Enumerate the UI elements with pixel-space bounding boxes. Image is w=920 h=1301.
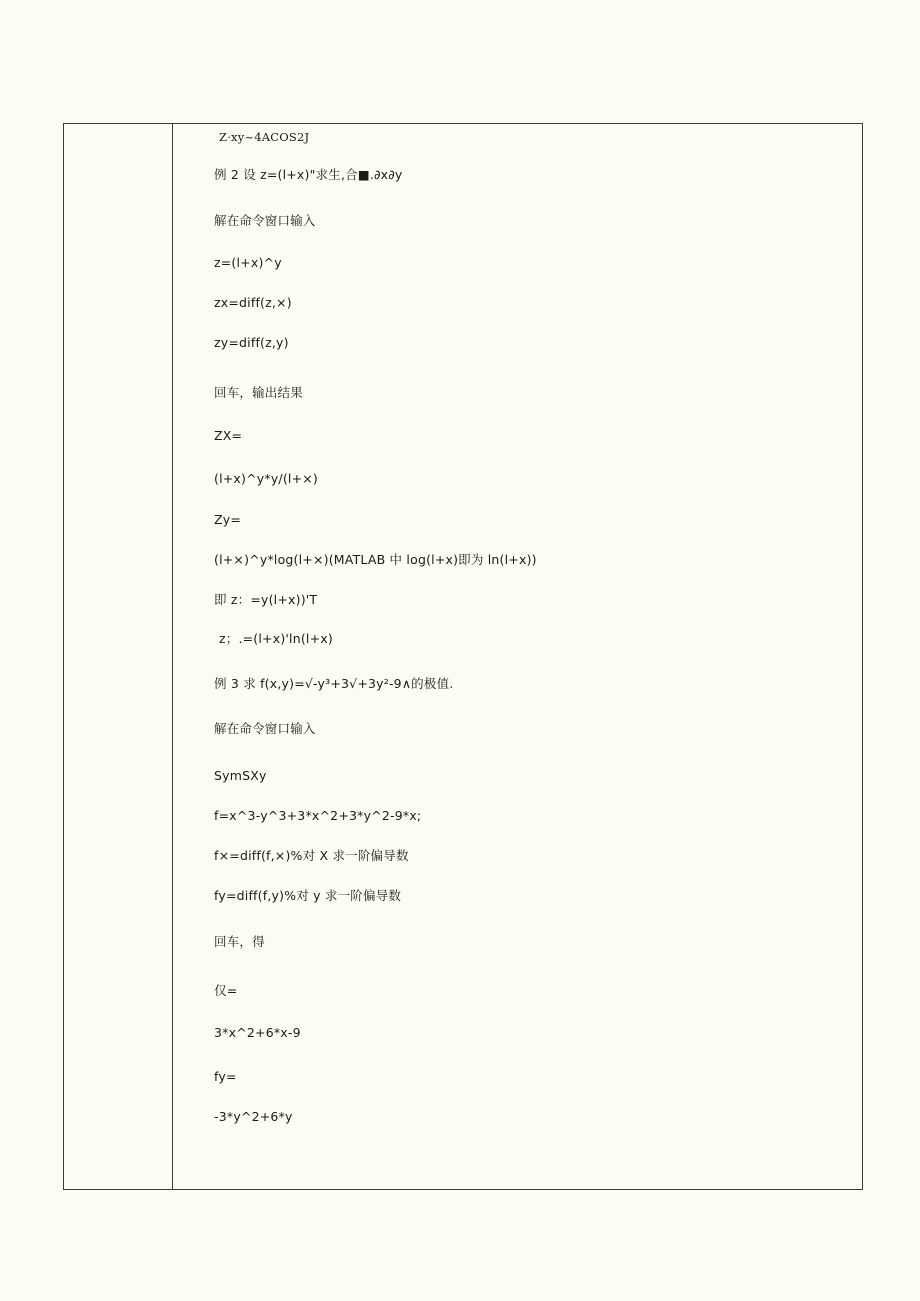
text-line: 解在命令窗口输入 [214,721,316,736]
code-line: -3*y^2+6*y [214,1109,293,1124]
code-line: 3*x^2+6*x-9 [214,1025,301,1040]
code-line: zx=diff(z,×) [214,295,292,310]
text-line: 解在命令窗口输入 [214,213,316,228]
code-line: 仅= [214,983,238,998]
text-line: 回车，输出结果 [214,385,303,400]
text-line: z；.=(l+x)'ln(l+x) [219,631,333,646]
text-line: 即 z：=y(l+x))'T [214,592,318,607]
code-line: SymSXy [214,768,267,783]
text-line: 例 2 设 z=(l+x)"求生,合■.∂x∂y [214,167,403,182]
code-line: zy=diff(z,y) [214,335,289,350]
text-line: 回车，得 [214,934,265,949]
code-line: fy=diff(f,y)%对 y 求一阶偏导数 [214,888,402,903]
code-line: fy= [214,1069,237,1084]
code-line: (l+x)^y*y/(l+×) [214,471,319,486]
column-divider [172,124,173,1189]
text-line: Z·xy~4ACOS2J [219,130,310,144]
text-line: 例 3 求 f(x,y)=√-y³+3√+3y²-9∧的极值. [214,676,454,691]
code-line: f×=diff(f,×)%对 X 求一阶偏导数 [214,848,409,863]
code-line: ZX= [214,428,243,443]
code-line: (l+×)^y*log(l+×)(MATLAB 中 log(l+x)即为 ln(l+x)) [214,552,537,567]
code-line: f=x^3-y^3+3*x^2+3*y^2-9*x; [214,808,422,823]
code-line: Zy= [214,512,242,527]
code-line: z=(l+x)^y [214,255,282,270]
document-table-frame [63,123,863,1190]
